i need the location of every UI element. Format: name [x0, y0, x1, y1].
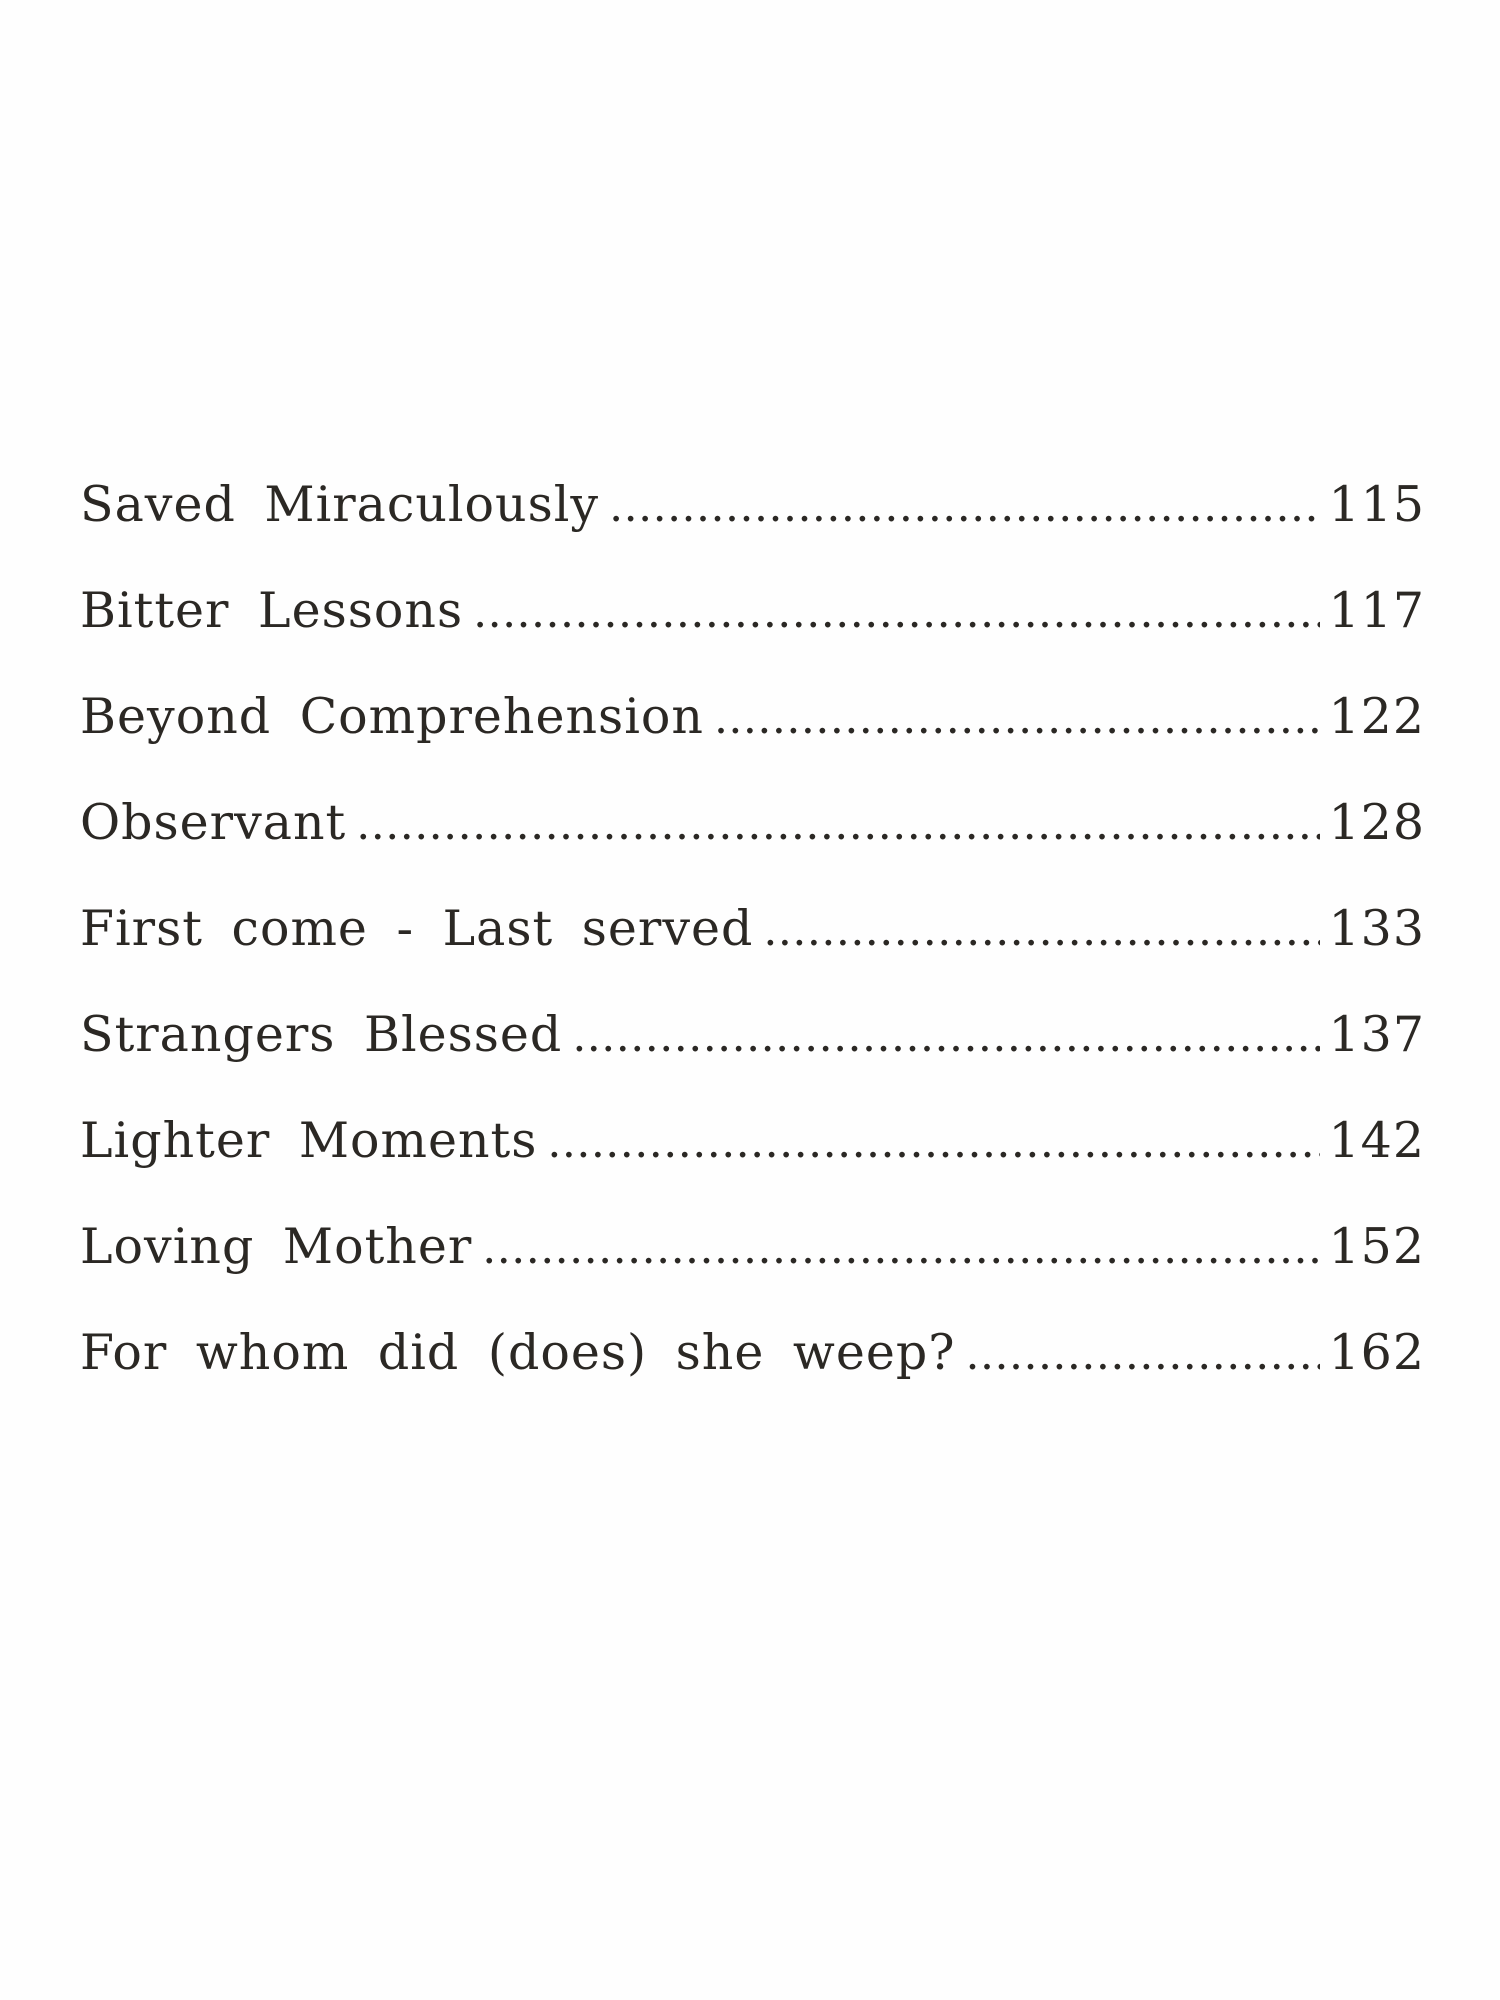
dot-leader: [482, 1223, 1320, 1274]
toc-entry-page: 117: [1328, 582, 1425, 639]
toc-entry: [80, 476, 1425, 582]
dot-leader: [356, 799, 1320, 850]
toc-entry-title: Bitter Lessons: [80, 582, 464, 639]
toc-entry-title: Lighter Moments: [80, 1112, 538, 1169]
dot-leader: [572, 1011, 1320, 1062]
toc-entry-page: 162: [1328, 1324, 1425, 1381]
dot-leader: [473, 587, 1320, 638]
toc-entry-page: 152: [1328, 1218, 1425, 1275]
toc-entry-title: Loving Mother: [80, 1218, 473, 1275]
toc-entry-title: Observant: [80, 794, 347, 851]
toc-entry-page: 122: [1328, 688, 1425, 745]
toc-entry: [80, 1112, 1425, 1218]
toc-entry-title: For whom did (does) she weep?: [80, 1324, 956, 1381]
dot-leader: [966, 1329, 1321, 1380]
toc-entry: [80, 794, 1425, 900]
toc-entry-page: 137: [1328, 1006, 1425, 1063]
toc-entry: [80, 1218, 1425, 1324]
dot-leader: [547, 1117, 1320, 1168]
toc-entry: [80, 1006, 1425, 1112]
table-of-contents: [80, 476, 1425, 1430]
toc-entry-title: Strangers Blessed: [80, 1006, 563, 1063]
toc-entry: [80, 900, 1425, 1006]
dot-leader: [609, 481, 1320, 532]
toc-entry: [80, 688, 1425, 794]
toc-entry: [80, 1324, 1425, 1430]
toc-entry-title: Saved Miraculously: [80, 476, 600, 533]
toc-entry-page: 115: [1328, 476, 1425, 533]
toc-entry-page: 142: [1328, 1112, 1425, 1169]
toc-entry: [80, 582, 1425, 688]
dot-leader: [763, 905, 1320, 956]
toc-entry-page: 128: [1328, 794, 1425, 851]
toc-entry-page: 133: [1328, 900, 1425, 957]
dot-leader: [714, 693, 1321, 744]
toc-entry-title: Beyond Comprehension: [80, 688, 704, 745]
toc-entry-title: First come - Last served: [80, 900, 754, 957]
